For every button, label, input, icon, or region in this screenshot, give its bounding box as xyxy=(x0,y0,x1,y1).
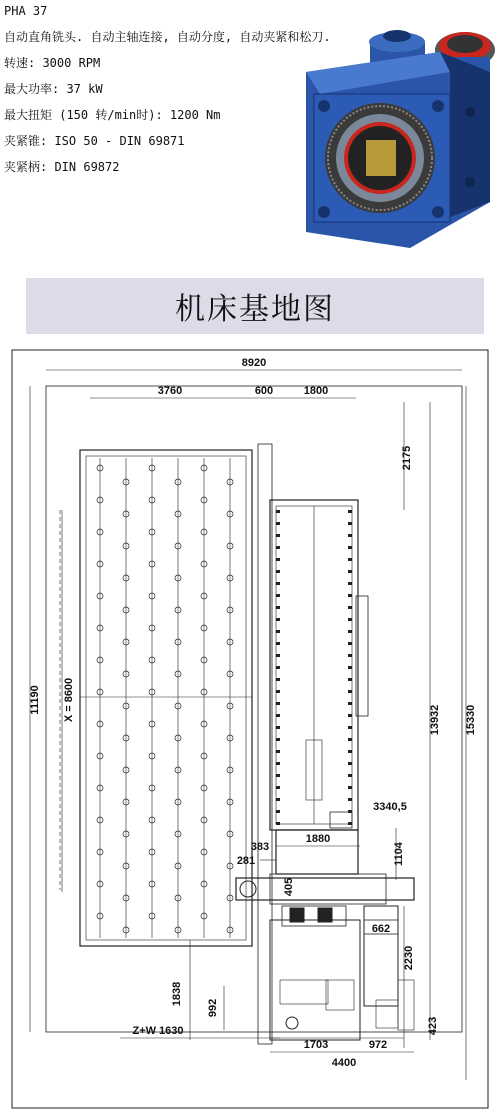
rail-tick xyxy=(348,558,352,561)
table-t-slots xyxy=(97,458,233,938)
spec-features: 自动直角铣头. 自动主轴连接, 自动分度, 自动夹紧和松刀. xyxy=(4,30,331,44)
rail-tick xyxy=(348,666,352,669)
rail-tick xyxy=(276,786,280,789)
rail-tick xyxy=(348,690,352,693)
rail-tick xyxy=(276,534,280,537)
spec-clamp-shank: 夹紧柄: DIN 69872 xyxy=(4,160,120,174)
dim-table-length: 11190 xyxy=(29,685,41,715)
rail-tick xyxy=(348,726,352,729)
rail-tick xyxy=(348,774,352,777)
rail-tick xyxy=(276,618,280,621)
dim-281: 281 xyxy=(236,855,256,867)
spindle-crossbar xyxy=(236,878,414,900)
rail-tick xyxy=(348,678,352,681)
dim-zw: Z+W 1630 xyxy=(132,1025,184,1037)
dim-x-travel: X = 8600 xyxy=(63,677,75,723)
machine-floor-plan xyxy=(0,340,502,1113)
rail-tick xyxy=(276,738,280,741)
rail-tick xyxy=(348,522,352,525)
dim-423: 423 xyxy=(427,1016,439,1036)
dim-992: 992 xyxy=(207,998,219,1018)
dim-3340: 3340,5 xyxy=(373,801,407,813)
rail-tick xyxy=(348,582,352,585)
rail-tick xyxy=(348,618,352,621)
dim-405: 405 xyxy=(283,877,295,897)
rail-tick xyxy=(348,594,352,597)
foundation-outline xyxy=(46,386,462,1032)
spec-clamp-taper: 夹紧锥: ISO 50 - DIN 69871 xyxy=(4,134,185,148)
control-cabinet xyxy=(364,906,398,1006)
rail-tick xyxy=(348,702,352,705)
spec-torque: 最大扭矩 (150 转/min时): 1200 Nm xyxy=(4,108,221,122)
dim-1703: 1703 xyxy=(303,1039,329,1051)
rail-tick xyxy=(276,702,280,705)
dim-top-clearance: 2175 xyxy=(401,445,413,471)
outer-boundary xyxy=(12,350,488,1108)
rail-tick xyxy=(276,522,280,525)
dim-overall-width: 8920 xyxy=(241,357,267,369)
rail-tick xyxy=(348,630,352,633)
rail-tick xyxy=(276,678,280,681)
rail-tick xyxy=(348,654,352,657)
spec-model: PHA 37 xyxy=(4,4,48,18)
dim-base-width: 4400 xyxy=(331,1057,357,1069)
dim-662: 662 xyxy=(371,923,391,935)
rail-tick xyxy=(276,750,280,753)
dim-972: 972 xyxy=(368,1039,388,1051)
rail-tick xyxy=(276,654,280,657)
section-banner xyxy=(26,278,484,334)
rail-tick xyxy=(348,570,352,573)
dim-column-width: 1800 xyxy=(303,385,329,397)
dim-383: 383 xyxy=(250,841,270,853)
rail-tick xyxy=(348,822,352,825)
milling-head-image xyxy=(300,2,500,248)
rail-tick xyxy=(348,606,352,609)
rail-tick xyxy=(348,534,352,537)
dim-travel-length: 13932 xyxy=(429,704,441,736)
dim-gap: 600 xyxy=(254,385,274,397)
dim-overall-length: 15330 xyxy=(465,704,477,736)
rail-tick xyxy=(276,570,280,573)
rail-tick xyxy=(348,546,352,549)
rail-tick xyxy=(276,762,280,765)
rail-tick xyxy=(276,606,280,609)
rail-tick xyxy=(348,510,352,513)
dim-1880: 1880 xyxy=(305,833,331,845)
dim-1104: 1104 xyxy=(393,842,405,866)
rail-tick xyxy=(348,738,352,741)
rail-tick xyxy=(276,666,280,669)
rail-tick xyxy=(348,714,352,717)
rail-tick xyxy=(276,630,280,633)
banner-title: 机床基地图 xyxy=(175,292,335,327)
dim-2230: 2230 xyxy=(403,945,415,971)
rail-tick xyxy=(276,546,280,549)
rail-tick xyxy=(348,786,352,789)
rail-tick xyxy=(276,642,280,645)
rail-tick xyxy=(276,798,280,801)
rail-tick xyxy=(276,582,280,585)
rail-tick xyxy=(276,558,280,561)
rail-tick xyxy=(276,690,280,693)
rail-tick xyxy=(276,822,280,825)
work-table xyxy=(80,450,252,946)
rail-tick xyxy=(348,642,352,645)
rail-tick xyxy=(276,510,280,513)
rail-tick xyxy=(348,798,352,801)
rail-tick xyxy=(276,810,280,813)
dim-table-width: 3760 xyxy=(157,385,183,397)
spec-speed: 转速: 3000 RPM xyxy=(4,56,101,70)
rail-tick xyxy=(276,714,280,717)
rail-tick xyxy=(348,810,352,813)
rail-tick xyxy=(276,774,280,777)
rail-tick xyxy=(276,594,280,597)
dim-1838: 1838 xyxy=(171,981,183,1007)
spec-power: 最大功率: 37 kW xyxy=(4,82,103,96)
rail-tick xyxy=(348,750,352,753)
rail-tick xyxy=(276,726,280,729)
rail-tick xyxy=(348,762,352,765)
